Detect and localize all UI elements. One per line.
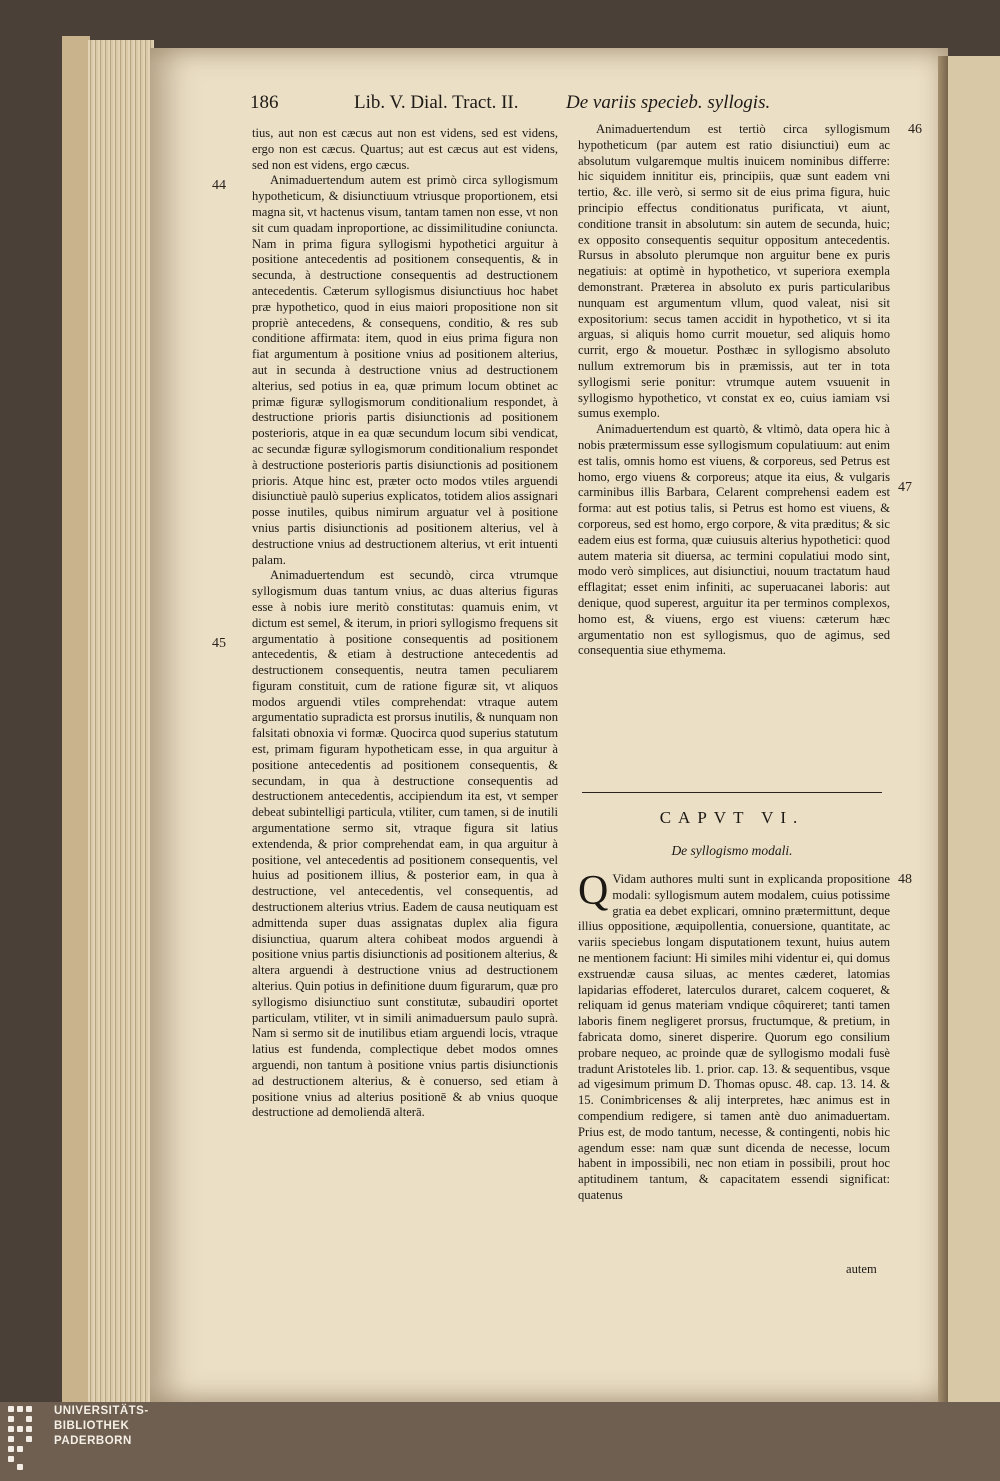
chapter-heading: CAPVT VI. (659, 808, 805, 827)
running-title: Lib. V. Dial. Tract. II. (354, 92, 519, 113)
left-text-column (252, 126, 558, 1121)
chapter-body (578, 868, 890, 1204)
library-name-line: BIBLIOTHEK (54, 1420, 130, 1432)
facing-page-edge (948, 56, 1000, 1402)
chapter-subtitle: De syllogismo modali. (671, 843, 793, 858)
drop-cap: Q (578, 868, 609, 914)
margin-number: 48 (898, 872, 912, 887)
library-footer-bar (0, 1402, 1000, 1481)
margin-number: 46 (908, 122, 922, 137)
page-edges (88, 40, 154, 1402)
page-number: 186 (250, 92, 279, 113)
library-name-line: PADERBORN (54, 1435, 132, 1447)
paragraph: Animaduertendum est tertiò circa syllogismum hypotheticum (par autem est ratio disiunctiui) eum ac absolutum vulgaremque multis inuicem nominibus differre: hic siquidem innititur eis, principiis, quæ sunt eadem vni tertio, &c. ille verò, si sermo sit de eius prima figura, huic principio effectus conditionatus purificata, vt aiunt, conditione transit in absolutum: sin autem de secunda, huic; ex opposito consequentis sequitur oppositum antecedentis. Rursus in absoluto plerumque non arguitur bene ex puris negatiuis: at optimè in hypothetico, vt superiora exempla demonstrant. Præterea in absoluto ex puris particularibus nunquam est argumentum vllum, quod valeat, nisi sit expositorium: secus tamen accidit in hypothetico, vt si ita arguas, si aliquis homo currit mouetur, sed aliquis homo currit, ergo & mouetur. Posthæc in syllogismo absoluto nullum extremorum bis in præmissis, aut ter in tota syllogismi serie ponitur: vtrumque autem vsuuenit in syllogismo hypothetico, vt constat ex eo, cuius iamiam vsi sumus exemplo. (578, 122, 890, 421)
catchword: autem (846, 1262, 877, 1276)
running-header (250, 92, 810, 124)
paragraph: Animaduertendum autem est primò circa syllogismum hypotheticum, & disiunctiuum vtriusque proportionem, etsi magna sit, vt hactenus visum, tantam tamen non esse, vt non sit cum quadam inproportione, ac dissimilitudine coniuncta. Nam in prima figura syllogismi hypothetici arguitur à positione antecedentis ad positionem consequentis, & in secunda, à destructione consequentis ad destructionem antecedentis. Cæterum syllogismus disiunctiuus hoc habet præ hypothetico, quod in eius maiori propositione non sit propriè antecedens, & consequens, conditio, & res sub conditione affirmata: item, quod in eius prima figura non fiat argumentum à positione vnius ad positionem alterius, aut in secunda à destructione vnius ad destructionem alterius, sed potius in ea, quæ primum locum obtinet ac primæ figuræ syllogismorum conditionalium respondet, à destructione prioris partis disiunctionis ad positionem posterioris, atque in ea quæ secundum locum sibi vendicat, ac secundæ figuræ syllogismorum conditionalium respondet à destructione posterioris partis disiunctionis ad positionem prioris. Atque hinc est, præter octo modos vtiles arguendi disiunctiuè paulò superius explicatos, totidem alios assignari posse inutiles, quibus nimirum arguatur vel à positione vnius partis disiunctionis ad positionem alterius, vel à destructione vnius ad destructionem alterius, vt erit intuenti palam. (252, 173, 558, 567)
library-name-line: UNIVERSITÄTS- (54, 1405, 149, 1417)
paragraph: Animaduertendum est quartò, & vltimò, data opera hic à nobis prætermissum esse syllogismum copulatiuum: aut enim est talis, omnis homo est viuens, & corporeus, sed Petrus est homo, ergo viuens & corporeus; atque ita eius, & vulgaris carminibus illis Barbara, Celarent comprehensi eadem est forma: aut est potius talis, si Petrus est homo est viuens, & corporeus, sed est homo, ergo corpore, & vita præditus; & sic eadem eius est forma, quæ cuiusuis alterius hypothetici: quod autem materia sit diuersa, ac termini copulatiui modo sint, modo verò simplices, aut disiunctiui, nouum tractatum haud efflagitat; esset enim infiniti, ac superuacanei laboris: aut denique, quod superest, arguitur ita per terminos complexos, homo est, & viuens, ergo est viuens: cæterum hæc argumentatio non est syllogismus, quo de agimus, sed consequentia siue ethymema. (578, 422, 890, 658)
paragraph: tius, aut non est cæcus aut non est videns, sed est videns, ergo non est cæcus. Quartus; aut est cæcus aut est videns, sed non est videns, ergo cæcus. (252, 126, 558, 172)
margin-number: 44 (212, 178, 226, 193)
chapter-text: Vidam authores multi sunt in explicanda propositione modali: syllogismum autem modalem, cuius potissime gratia ea debet explicari, omnino prætermittunt, deque illius oppositione, æquipollentia, conuersione, quantitate, ac variis speciebus longam disputationem texunt, huius autem ne mentionem faciunt: Hi similes mihi videntur ei, qui domus exstruendæ causa siluas, ac mentes cæderet, latomias lapidarias effoderet, laterculos duraret, calcem coqueret, & reliquam id genus materiam vndique côquireret; tanti tamen laboris finem negligeret prorsus, fructumque, & pretium, in fabricata domo, sineret disperire. Quorum ego consilium probare nequeo, ac proinde quæ de syllogismo modali fusè tradunt Aristoteles lib. 1. prior. cap. 13. & sequentibus, vsque ad vigesimum primum D. Thomas opusc. 48. cap. 13. 14. & 15. Conimbricenses & alij interpretes, hæc animus est in compendium redigere, si tamen antè duo animaduertam. Prius est, de modo tantum, necesse, & contingenti, nobis hic agendum esse: nam quæ sunt dicenda de necesse, locum habent in impossibili, nec non etiam in possibili, prout hoc aptitudinem tantum, & capacitatem essendi significat: quatenus (578, 872, 890, 1202)
library-logo-icon (8, 1406, 48, 1472)
right-text-column (578, 122, 890, 659)
margin-number: 47 (898, 480, 912, 495)
book-cover-edge (62, 36, 90, 1402)
running-title-italic: De variis specieb. syllogis. (566, 92, 771, 113)
paragraph: Animaduertendum est secundò, circa vtrumque syllogismum duas tantum vnius, ac duas alterius figuras esse à nobis iure meritò constitutas: quamuis enim, vt dictum est semel, & iterum, in priori syllogismo frequens sit argumentatio à positione consequentis ad positionem antecedentis, & etiam à destructione antecedentis ad destructionem consequentis, neutra tamen peculiarem figuram constituit, cum de ratione figuræ sit, vt aliquos modos arguendi vtiles comprehendat: vtraque autem argumentatio supradicta est prorsus inutilis, & nunquam non falsitati obnoxia vi formæ. Quocirca quod superius statutum est, primam figuram hypotheticam esse, in qua arguitur à positione antecedentis ad positionem consequentis, & secundam, in qua à destructione consequentis ad destructionem antecedentis, accipiendum ita est, vt semper debeat subintelligi particula, vtiliter, cum tamen, si de inutili argumentatione sermo sit, vtraque figura sit latius extendenda, & prior comprehendat eam, in qua arguitur à positione, vel antecedentis ad positionem consequentis, vel huius ad positionem illius, & posterior eam, in qua à destructione, vel antecedentis, vel consequentis, ad destructionem alterius vtrius. Eadem de causa neutiquam est admittenda super duas assignatas duplex alia figura disiunctiua, quarum altera cohibeat modos arguendi à positione vnius partis disiunctionis ad positionem alterius, & altera arguendi à destructione vnius ad destructionem alterius. Quin potius in definitione duum figurarum, quæ pro syllogismo disiunctiuo sunt constitutæ, subaudiri oportet particulam, vtiliter, vt in simili animaduersum paulo suprà. Nam si sermo sit de inutilibus etiam arguendi locis, vtraque latius est fundenda, complectique debet modos omnes arguendi, non tantum à positione vnius partis disiunctionis ad destructionem alterius, & è conuerso, sed etiam à positione vnius ad alterius positionē & ab vnius quoque destructione ad demoliendā alterā. (252, 568, 558, 1120)
section-rule (582, 792, 882, 793)
margin-number: 45 (212, 636, 226, 651)
library-name (54, 1404, 149, 1449)
